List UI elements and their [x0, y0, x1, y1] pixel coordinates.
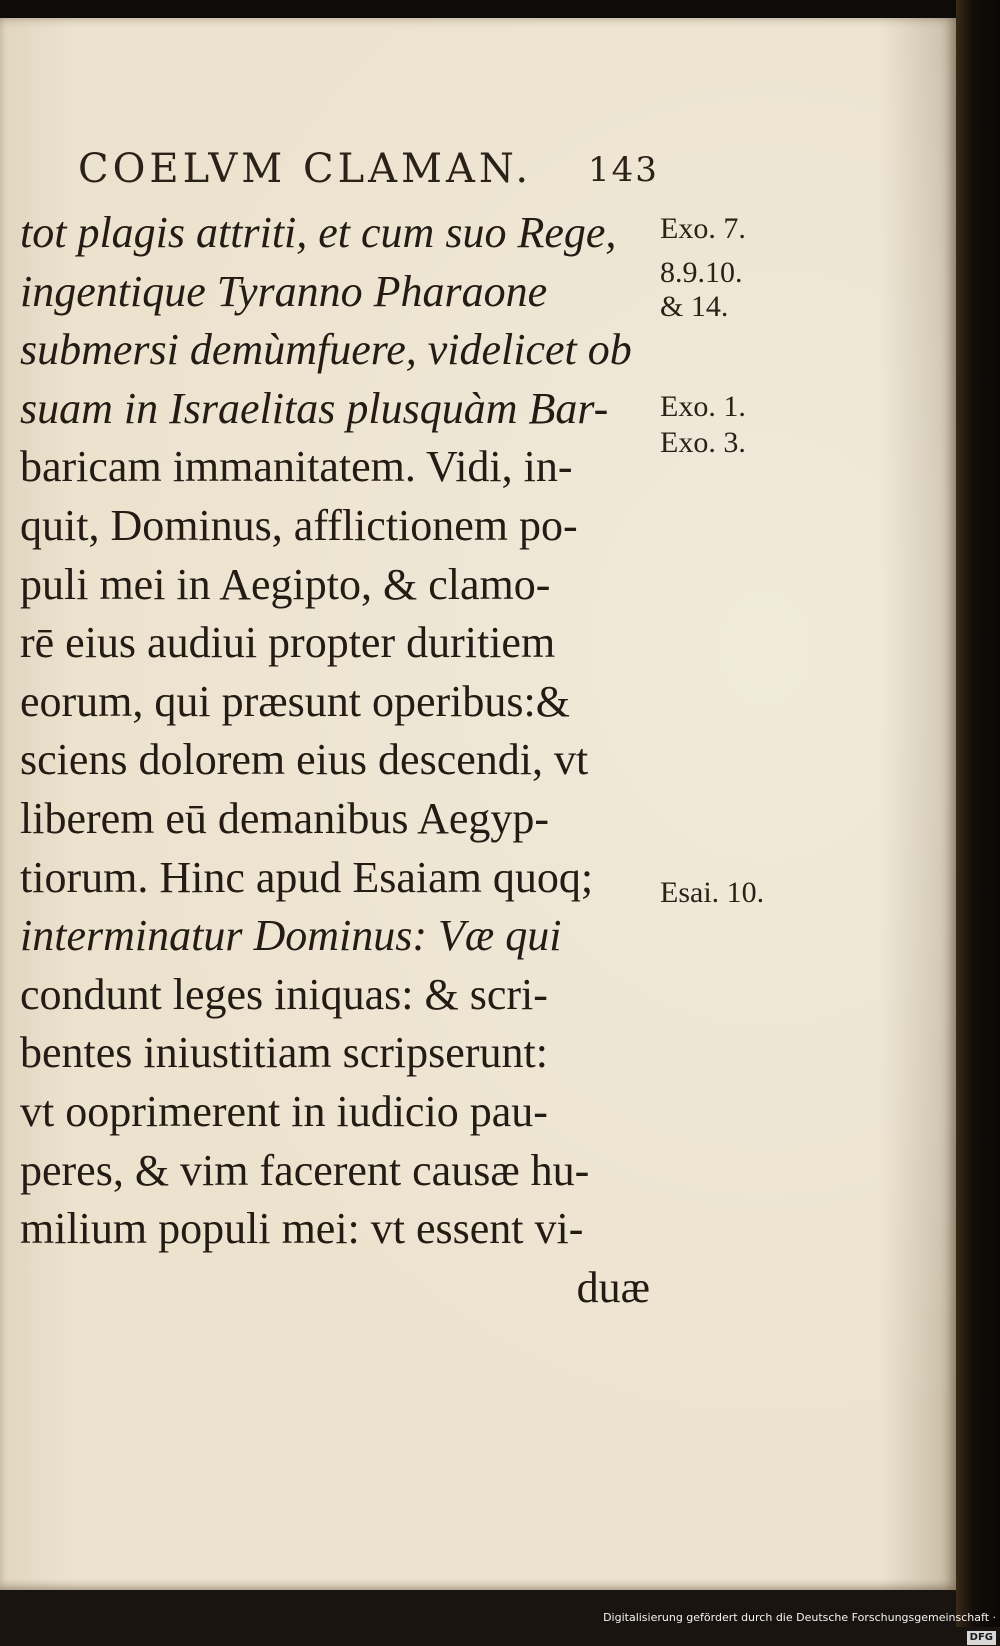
margin-note: Exo. 1. [660, 390, 746, 423]
scan-edge-top [0, 0, 1000, 18]
dfg-badge: DFG [967, 1631, 996, 1645]
text-line: submersi demùmfuere, videlicet ob [20, 325, 632, 375]
text-line: suam in Israelitas plusquàm Bar- [20, 383, 609, 433]
text-line: interminatur Dominus: Væ qui [20, 911, 562, 961]
running-head-title: COELVM CLAMAN. [78, 146, 533, 192]
book-page [0, 18, 956, 1590]
text-line: eorum, qui præsunt operibus:& [20, 676, 570, 726]
text-line: liberem eū demanibus Aegyp- [20, 793, 550, 843]
text-line: sciens dolorem eius descendi, vt [20, 735, 589, 785]
text-line: milium populi mei: vt essent vi- [20, 1204, 584, 1254]
margin-note: Exo. 3. [660, 426, 746, 459]
text-line: puli mei in Aegipto, & clamo- [20, 559, 551, 609]
body-text [20, 204, 650, 1317]
running-head [78, 146, 678, 192]
text-line: quit, Dominus, afflictionem po- [20, 500, 578, 550]
text-line: bentes iniustitiam scripserunt: [20, 1028, 548, 1078]
credit-text: Digitalisierung gefördert durch die Deutsche Forschungsgemeinschaft · [603, 1611, 996, 1624]
catchword: duæ [576, 1262, 650, 1312]
margin-note: Esai. 10. [660, 876, 765, 909]
text-line: condunt leges iniquas: & scri- [20, 969, 548, 1019]
text-line: rē eius audiui propter duritiem [20, 618, 556, 668]
text-line: tiorum. Hinc apud Esaiam quoq; [20, 852, 594, 902]
scan-edge-right [956, 0, 1000, 1627]
margin-note: 8.9.10. [660, 256, 743, 289]
text-line: baricam immanitatem. Vidi, in- [20, 442, 573, 492]
text-line: ingentique Tyranno Pharaone [20, 266, 548, 316]
text-line: tot plagis attriti, et cum suo Rege, [20, 208, 617, 257]
page-number: 143 [588, 150, 659, 190]
text-line: vt ooprimerent in iudicio pau- [20, 1086, 548, 1136]
margin-note: Exo. 7. [660, 212, 746, 245]
margin-note: & 14. [660, 290, 729, 323]
text-line: peres, & vim facerent causæ hu- [20, 1145, 590, 1195]
digitization-credit [600, 1608, 1000, 1643]
